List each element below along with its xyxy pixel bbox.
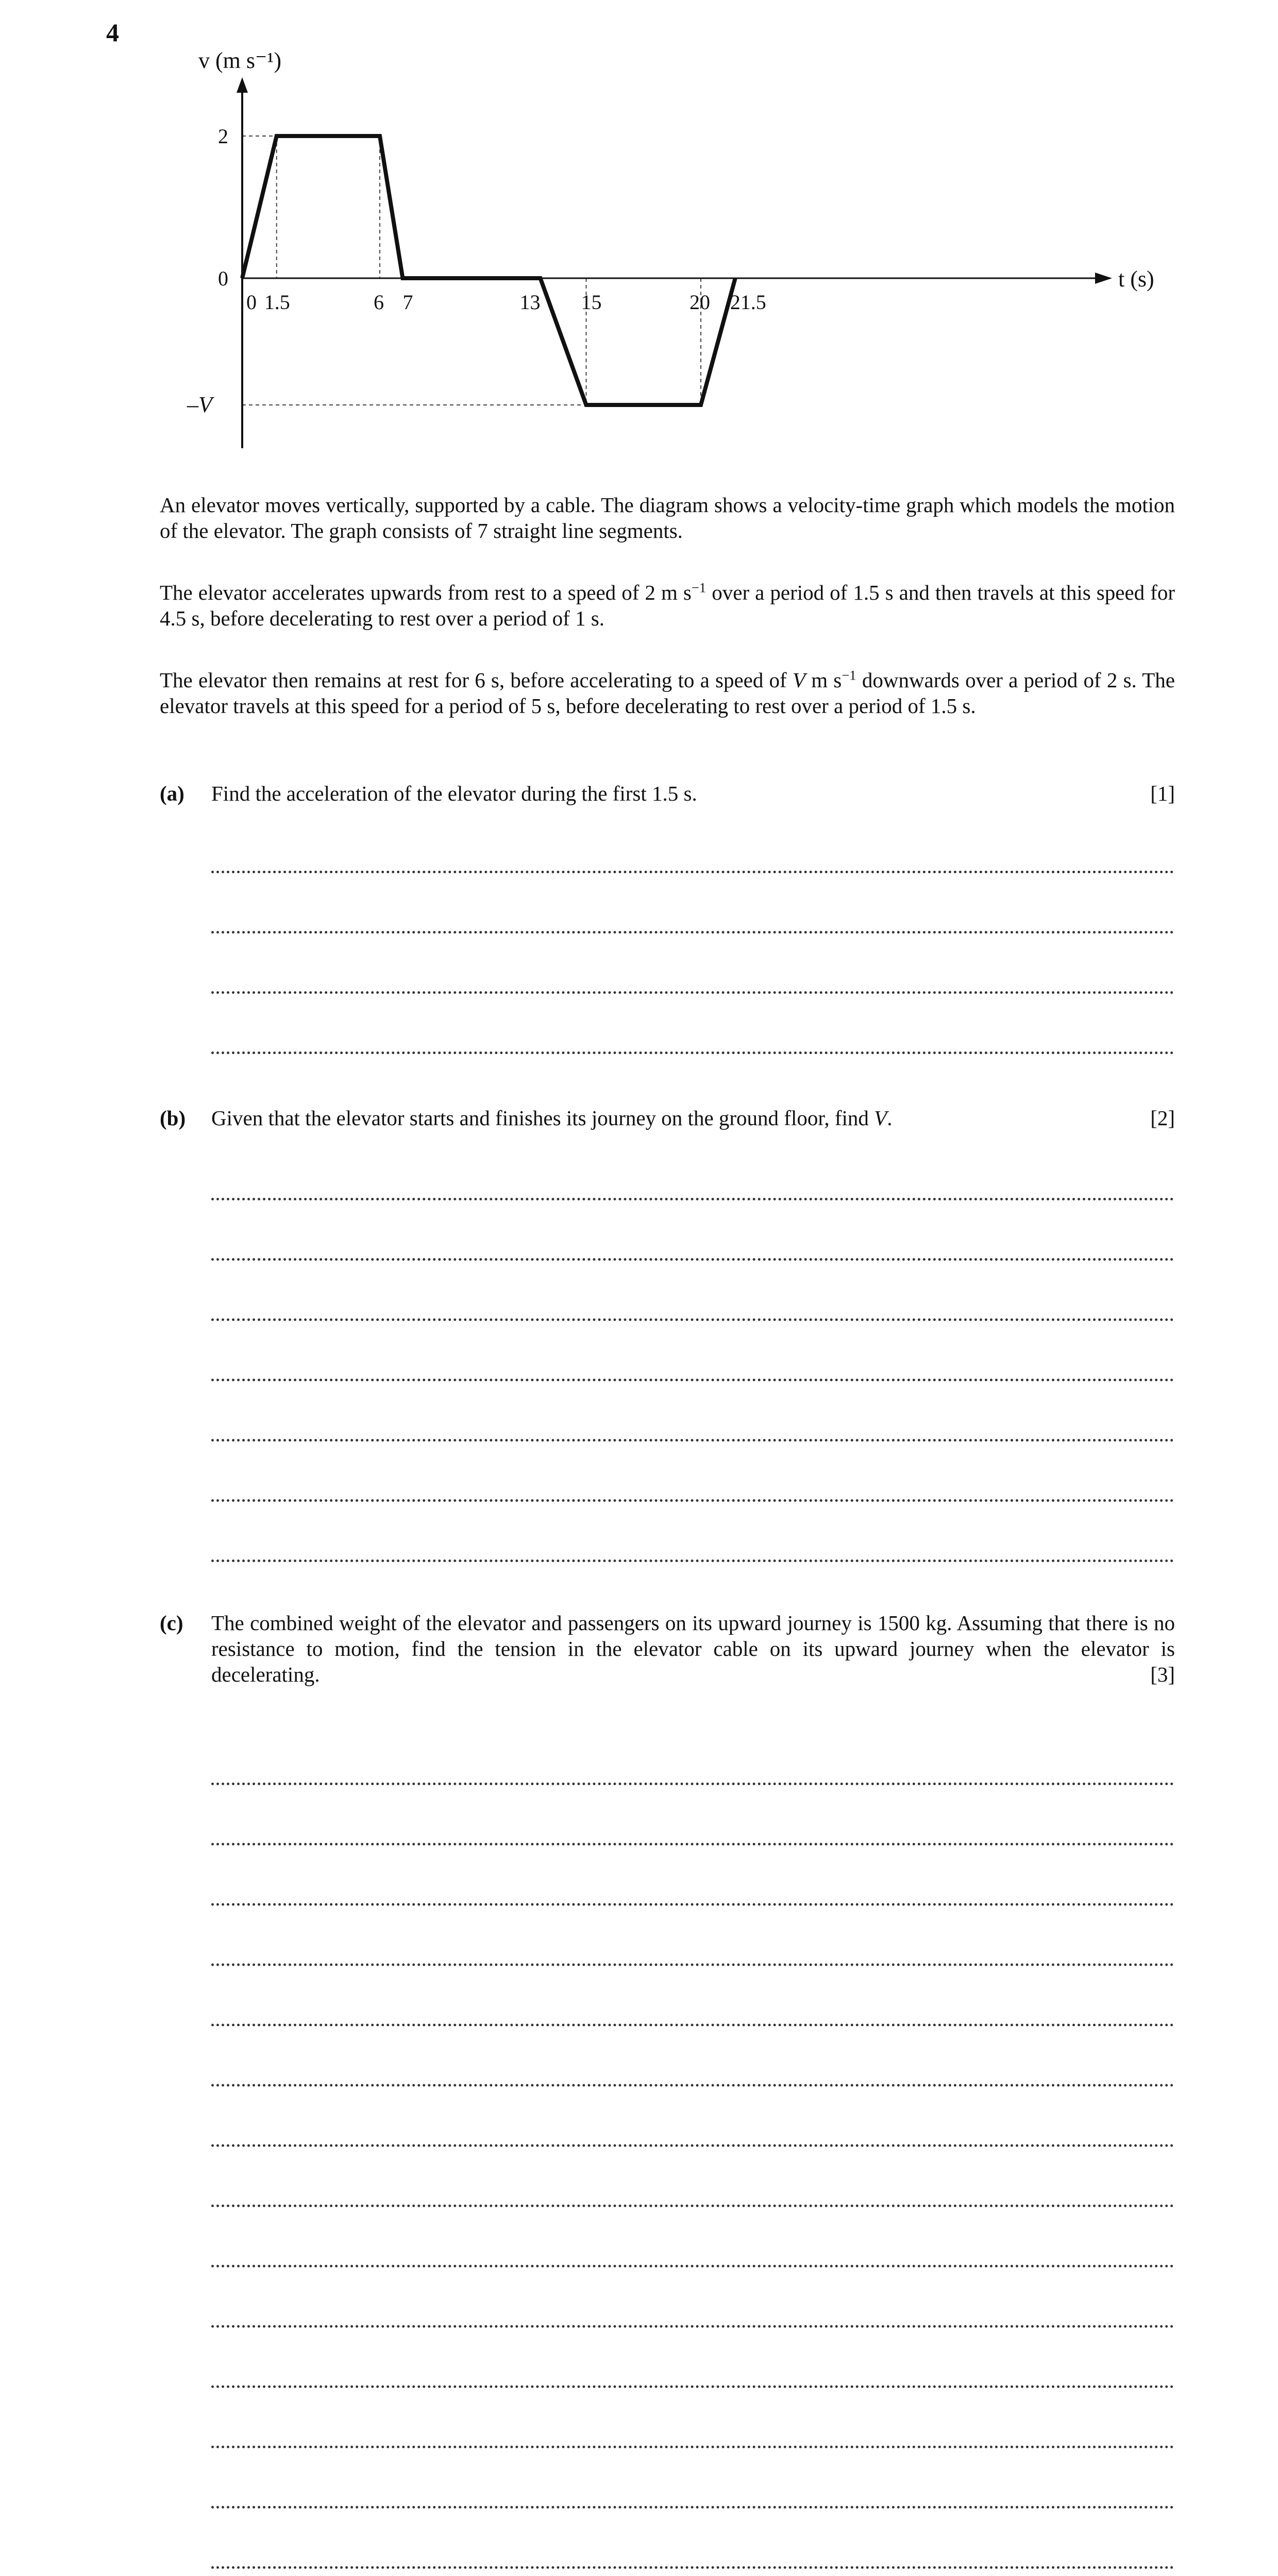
question-number: 4 bbox=[106, 18, 119, 47]
answer-line[interactable] bbox=[211, 931, 1174, 934]
v-axis-label: v (m s⁻¹) bbox=[198, 48, 282, 73]
x-tick-label: 21.5 bbox=[730, 291, 766, 314]
part-c-question: The combined weight of the elevator and passengers on its upward journey is 1500 kg. Assuming that there is no resistance to motion, find the tension in the elevator cable on its upward journey when the elevator is decelerating. bbox=[211, 1611, 1175, 1686]
answer-line[interactable] bbox=[211, 1903, 1174, 1906]
answer-line[interactable] bbox=[211, 1963, 1174, 1966]
answer-line[interactable] bbox=[211, 2265, 1174, 2267]
velocity-point bbox=[242, 278, 243, 279]
descent-text-1: The elevator then remains at rest for 6 s, before accelerating to a speed of bbox=[160, 668, 793, 692]
unit-superscript: −1 bbox=[842, 667, 856, 683]
intro-paragraph bbox=[160, 492, 1175, 544]
acceleration-text-1: The elevator accelerates upwards from rest to a speed of 2 m s bbox=[160, 581, 692, 604]
answer-line[interactable] bbox=[211, 1560, 1174, 1562]
answer-line[interactable] bbox=[211, 2506, 1174, 2509]
velocity-point bbox=[276, 135, 277, 137]
variable-v: V bbox=[792, 668, 805, 692]
velocity-time-graph bbox=[0, 0, 1278, 464]
part-b-marks: [2] bbox=[1150, 1106, 1175, 1130]
y-tick-label: 0 bbox=[218, 267, 228, 290]
variable-v: V bbox=[874, 1106, 887, 1130]
guide-lines bbox=[242, 136, 701, 405]
x-tick-label: 20 bbox=[690, 291, 710, 314]
t-axis-arrow bbox=[1095, 273, 1112, 284]
descent-text-3: downwards over a period of 2 s. The elevator travels at this speed for a period of 5 s, before decelerating to rest over a period of 1.5 s. bbox=[160, 668, 1175, 718]
t-axis-label: t (s) bbox=[1118, 266, 1154, 292]
x-tick-label: 13 bbox=[519, 291, 541, 314]
part-a-marks: [1] bbox=[1150, 782, 1175, 805]
part-a-label: (a) bbox=[160, 782, 184, 805]
answer-line[interactable] bbox=[211, 1318, 1174, 1321]
x-tick-label: 15 bbox=[581, 291, 602, 314]
answer-line[interactable] bbox=[211, 2566, 1174, 2569]
answer-line[interactable] bbox=[211, 1379, 1174, 1381]
descent-text-2: m s bbox=[805, 668, 842, 692]
answer-line[interactable] bbox=[211, 991, 1174, 994]
answer-line[interactable] bbox=[211, 2385, 1174, 2388]
answer-line[interactable] bbox=[211, 2205, 1174, 2207]
x-tick-label: 0 bbox=[246, 291, 257, 314]
y-tick-label: –V bbox=[187, 392, 212, 417]
answer-line[interactable] bbox=[211, 1052, 1174, 1054]
part-b-question bbox=[211, 1105, 1129, 1131]
part-a-question: Find the acceleration of the elevator during the first 1.5 s. bbox=[211, 782, 697, 805]
answer-line[interactable] bbox=[211, 2084, 1174, 2087]
answer-line[interactable] bbox=[211, 1439, 1174, 1442]
x-tick-label: 6 bbox=[374, 291, 384, 314]
answer-line[interactable] bbox=[211, 1783, 1174, 1785]
answer-line[interactable] bbox=[211, 1843, 1174, 1845]
velocity-point bbox=[379, 135, 380, 137]
velocity-point bbox=[700, 404, 701, 405]
part-b-text-end: . bbox=[887, 1106, 893, 1130]
axes bbox=[237, 77, 1112, 448]
acceleration-text-2: over a period of 1.5 s and then travels at this speed for 4.5 s, before decelerating to rest over a period of 1 s. bbox=[160, 581, 1175, 630]
part-c-marks: [3] bbox=[1150, 1663, 1175, 1686]
x-tick-label: 7 bbox=[402, 291, 413, 314]
acceleration-paragraph bbox=[160, 580, 1175, 631]
velocity-point bbox=[586, 404, 587, 405]
answer-line[interactable] bbox=[211, 871, 1174, 873]
tick-labels bbox=[187, 48, 1154, 417]
velocity-series bbox=[242, 135, 736, 405]
answer-line[interactable] bbox=[211, 1499, 1174, 1502]
answer-line[interactable] bbox=[211, 1258, 1174, 1261]
x-tick-label: 1.5 bbox=[264, 291, 290, 314]
velocity-line bbox=[242, 136, 735, 405]
part-b-text: Given that the elevator starts and finishes its journey on the ground floor, find bbox=[211, 1106, 875, 1130]
velocity-point bbox=[540, 278, 541, 279]
answer-line[interactable] bbox=[211, 2024, 1174, 2026]
velocity-point bbox=[735, 278, 736, 279]
unit-superscript: −1 bbox=[691, 580, 707, 596]
v-axis-arrow bbox=[237, 77, 248, 93]
velocity-point bbox=[402, 278, 403, 279]
part-b-label: (b) bbox=[160, 1106, 186, 1130]
part-b bbox=[160, 1105, 1175, 1136]
part-c bbox=[160, 1610, 1175, 1692]
descent-paragraph bbox=[160, 667, 1175, 719]
part-a bbox=[160, 781, 1175, 811]
answer-line[interactable] bbox=[211, 2144, 1174, 2147]
part-c-label: (c) bbox=[160, 1611, 183, 1635]
y-tick-label: 2 bbox=[218, 125, 228, 148]
intro-text: An elevator moves vertically, supported by a cable. The diagram shows a velocity-time graph which models the motion of the elevator. The graph consists of 7 straight line segments. bbox=[160, 493, 1175, 543]
answer-line[interactable] bbox=[211, 1198, 1174, 1200]
answer-line[interactable] bbox=[211, 2325, 1174, 2328]
answer-line[interactable] bbox=[211, 2446, 1174, 2448]
